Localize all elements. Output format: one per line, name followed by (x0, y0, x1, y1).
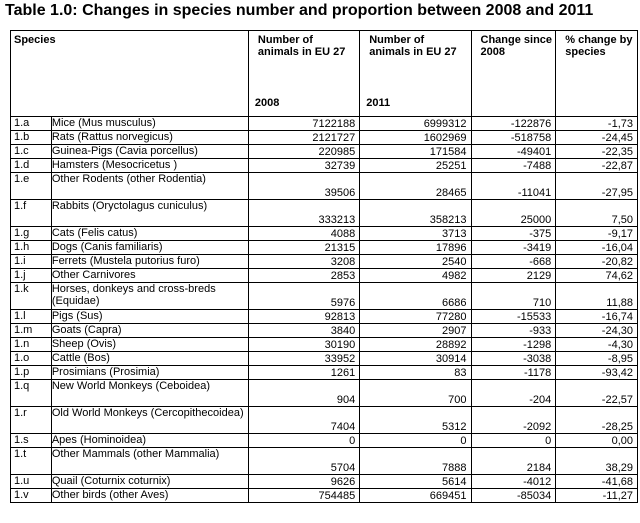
species-name: Horses, donkeys and cross-breds (Equidae) (51, 283, 248, 310)
species-code: 1.i (11, 255, 52, 269)
change-value: -85034 (471, 489, 556, 503)
species-code: 1.q (11, 380, 52, 407)
count-2011: 28892 (360, 338, 471, 352)
count-2011: 6686 (360, 283, 471, 310)
species-name: Pigs (Sus) (51, 310, 248, 324)
change-value: 2184 (471, 448, 556, 475)
percent-change: -22,35 (556, 145, 638, 159)
table-row (11, 283, 638, 310)
species-name: Prosimians (Prosimia) (51, 366, 248, 380)
table-row (11, 145, 638, 159)
table-row (11, 338, 638, 352)
count-2008: 7404 (248, 407, 359, 434)
count-2008: 2121727 (248, 131, 359, 145)
count-2008: 92813 (248, 310, 359, 324)
species-code: 1.u (11, 475, 52, 489)
table-body (11, 117, 638, 503)
table-row (11, 407, 638, 434)
count-2008: 3840 (248, 324, 359, 338)
change-value: -1298 (471, 338, 556, 352)
percent-change: 0,00 (556, 434, 638, 448)
species-code: 1.e (11, 173, 52, 200)
change-value: -7488 (471, 159, 556, 173)
species-code: 1.k (11, 283, 52, 310)
count-2008: 30190 (248, 338, 359, 352)
table-row (11, 310, 638, 324)
percent-change: -1,73 (556, 117, 638, 131)
count-2011: 171584 (360, 145, 471, 159)
species-name: Sheep (Ovis) (51, 338, 248, 352)
percent-change: -93,42 (556, 366, 638, 380)
count-2011: 358213 (360, 200, 471, 227)
count-2008: 3208 (248, 255, 359, 269)
change-value: -11041 (471, 173, 556, 200)
species-code: 1.l (11, 310, 52, 324)
table-row (11, 241, 638, 255)
count-2008: 0 (248, 434, 359, 448)
species-code: 1.a (11, 117, 52, 131)
count-2011: 83 (360, 366, 471, 380)
change-value: 2129 (471, 269, 556, 283)
count-2008: 5704 (248, 448, 359, 475)
species-name: Other birds (other Aves) (51, 489, 248, 503)
change-value: -518758 (471, 131, 556, 145)
count-2008: 1261 (248, 366, 359, 380)
percent-change: -20,82 (556, 255, 638, 269)
count-2011: 4982 (360, 269, 471, 283)
change-value: 710 (471, 283, 556, 310)
percent-change: 74,62 (556, 269, 638, 283)
change-value: -49401 (471, 145, 556, 159)
count-2011: 2907 (360, 324, 471, 338)
count-2008: 32739 (248, 159, 359, 173)
count-2008: 333213 (248, 200, 359, 227)
percent-change: -8,95 (556, 352, 638, 366)
percent-change: -16,04 (556, 241, 638, 255)
count-2011: 28465 (360, 173, 471, 200)
header-row (11, 31, 638, 117)
percent-change: -27,95 (556, 173, 638, 200)
count-2011: 77280 (360, 310, 471, 324)
count-2011: 5312 (360, 407, 471, 434)
species-name: Old World Monkeys (Cercopithecoidea) (51, 407, 248, 434)
species-code: 1.b (11, 131, 52, 145)
header-2011-year: 2011 (366, 97, 391, 109)
percent-change: -4,30 (556, 338, 638, 352)
species-code: 1.n (11, 338, 52, 352)
table-row (11, 269, 638, 283)
species-name: Hamsters (Mesocricetus ) (51, 159, 248, 173)
count-2008: 220985 (248, 145, 359, 159)
species-code: 1.s (11, 434, 52, 448)
species-name: Cats (Felis catus) (51, 227, 248, 241)
percent-change: -28,25 (556, 407, 638, 434)
count-2008: 5976 (248, 283, 359, 310)
count-2011: 1602969 (360, 131, 471, 145)
species-code: 1.f (11, 200, 52, 227)
species-code: 1.r (11, 407, 52, 434)
count-2011: 3713 (360, 227, 471, 241)
count-2011: 2540 (360, 255, 471, 269)
table-row (11, 173, 638, 200)
change-value: -4012 (471, 475, 556, 489)
header-change-label: Change since 2008 (480, 34, 553, 58)
change-value: -204 (471, 380, 556, 407)
percent-change: -9,17 (556, 227, 638, 241)
table-row (11, 227, 638, 241)
header-2011-label: Number of animals in EU 27 (369, 34, 457, 58)
header-pct (556, 31, 638, 117)
species-code: 1.g (11, 227, 52, 241)
species-table (10, 30, 638, 503)
count-2011: 17896 (360, 241, 471, 255)
change-value: -668 (471, 255, 556, 269)
percent-change: -24,45 (556, 131, 638, 145)
percent-change: 38,29 (556, 448, 638, 475)
count-2008: 7122188 (248, 117, 359, 131)
count-2008: 9626 (248, 475, 359, 489)
count-2011: 5614 (360, 475, 471, 489)
count-2011: 6999312 (360, 117, 471, 131)
count-2011: 25251 (360, 159, 471, 173)
count-2011: 7888 (360, 448, 471, 475)
header-species (11, 31, 249, 117)
percent-change: -22,87 (556, 159, 638, 173)
change-value: -933 (471, 324, 556, 338)
table-row (11, 117, 638, 131)
count-2011: 669451 (360, 489, 471, 503)
species-name: Quail (Coturnix coturnix) (51, 475, 248, 489)
percent-change: -16,74 (556, 310, 638, 324)
percent-change: -22,57 (556, 380, 638, 407)
species-code: 1.v (11, 489, 52, 503)
species-code: 1.d (11, 159, 52, 173)
header-2008-year: 2008 (254, 97, 280, 109)
species-name: Mice (Mus musculus) (51, 117, 248, 131)
species-name: Other Carnivores (51, 269, 248, 283)
percent-change: -41,68 (556, 475, 638, 489)
species-name: Apes (Hominoidea) (51, 434, 248, 448)
table-row (11, 366, 638, 380)
table-row (11, 200, 638, 227)
species-name: Goats (Capra) (51, 324, 248, 338)
species-name: Ferrets (Mustela putorius furo) (51, 255, 248, 269)
table-row (11, 159, 638, 173)
change-value: -3038 (471, 352, 556, 366)
table-row (11, 352, 638, 366)
header-pct-label: % change by species (565, 34, 633, 58)
change-value: -1178 (471, 366, 556, 380)
table-title: Table 1.0: Changes in species number and proportion between 2008 and 2011 (5, 2, 594, 19)
count-2011: 30914 (360, 352, 471, 366)
change-value: -15533 (471, 310, 556, 324)
count-2011: 0 (360, 434, 471, 448)
table-row (11, 324, 638, 338)
table-row (11, 434, 638, 448)
header-change (471, 31, 556, 117)
species-name: Cattle (Bos) (51, 352, 248, 366)
percent-change: -11,27 (556, 489, 638, 503)
species-name: Dogs (Canis familiaris) (51, 241, 248, 255)
count-2008: 904 (248, 380, 359, 407)
table-row (11, 448, 638, 475)
species-name: Other Rodents (other Rodentia) (51, 173, 248, 200)
change-value: -3419 (471, 241, 556, 255)
change-value: -122876 (471, 117, 556, 131)
table-row (11, 489, 638, 503)
species-code: 1.c (11, 145, 52, 159)
count-2011: 700 (360, 380, 471, 407)
percent-change: -24,30 (556, 324, 638, 338)
count-2008: 33952 (248, 352, 359, 366)
species-code: 1.h (11, 241, 52, 255)
percent-change: 7,50 (556, 200, 638, 227)
header-2008 (248, 31, 359, 117)
header-species-label: Species (14, 34, 56, 46)
count-2008: 2853 (248, 269, 359, 283)
species-name: Rabbits (Oryctolagus cuniculus) (51, 200, 248, 227)
change-value: -2092 (471, 407, 556, 434)
species-code: 1.j (11, 269, 52, 283)
count-2008: 754485 (248, 489, 359, 503)
change-value: 25000 (471, 200, 556, 227)
species-code: 1.o (11, 352, 52, 366)
percent-change: 11,88 (556, 283, 638, 310)
count-2008: 39506 (248, 173, 359, 200)
species-name: Rats (Rattus norvegicus) (51, 131, 248, 145)
count-2008: 4088 (248, 227, 359, 241)
change-value: 0 (471, 434, 556, 448)
table-row (11, 475, 638, 489)
species-name: Guinea-Pigs (Cavia porcellus) (51, 145, 248, 159)
header-2008-label: Number of animals in EU 27 (257, 34, 346, 58)
header-2011 (360, 31, 471, 117)
species-code: 1.p (11, 366, 52, 380)
table-row (11, 380, 638, 407)
species-code: 1.t (11, 448, 52, 475)
change-value: -375 (471, 227, 556, 241)
species-name: New World Monkeys (Ceboidea) (51, 380, 248, 407)
table-row (11, 131, 638, 145)
species-name: Other Mammals (other Mammalia) (51, 448, 248, 475)
table-row (11, 255, 638, 269)
count-2008: 21315 (248, 241, 359, 255)
species-code: 1.m (11, 324, 52, 338)
